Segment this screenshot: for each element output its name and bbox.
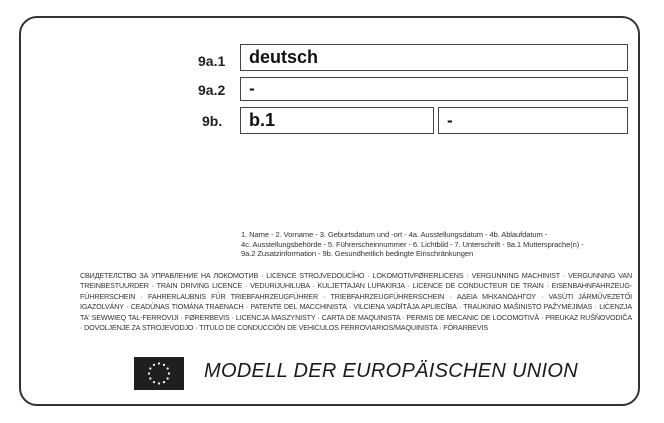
motto: MODELL DER EUROPÄISCHEN UNION — [204, 360, 578, 382]
eu-star-icon — [148, 372, 150, 374]
field-9b-label: 9b. — [202, 113, 223, 129]
multilingual-licence-title: СВИДЕТЕЛСТВО ЗА УПРАВЛЕНИЕ НА ЛОКОМОТИВ · LICENCE STROJVEDOUCÍHO · LOKOMOTIVFØRERLICENS · VERGUNNING MACHINIST · VERGUNNING VAN TREINBESTUURDER · TRAIN DRIVING LICENCE · VEDURIJUHILUBA · KULJETTAJAN LUPAKIRJA · LICENCE DE CONDUCTEUR DE TRAIN · EISENBAHNFAHRZEUG-FÜHRERSCHEIN · FAHRERLAUBNIS FÜR TRIEBFAHRZEUGFÜHRER · TRIEBFAHRZEUGFÜHRERSCHEIN · ΑΔΕΙΑ ΜΗΧΑΝΟΔΗΓΟΥ · VASÚTI JÁRMŰVEZETŐI IGAZOLVÁNY · CEADÚNAS TIOMÁNA TRAENACH · PATENTE DEL MACCHINISTA · VILCIENA VADĪTĀJA APLIECĪBA · TRAUKINIO MAŠINISTO PAŽYMĖJIMAS · LIĊENZJA TA' SEWWIEQ TAL-FERROVIJI · FØRERBEVIS · LICENCJA MASZYNISTY · CARTA DE MAQUINISTA · PERMIS DE MECANIC DE LOCOMOTIVĂ · PREUKAZ RUŠŇOVODIČA · DOVOLJENJE ZA STROJEVODJO · TITULO DE CONDUCCIÓN DE VEHICULOS FERROVIARIOS/MAQUINISTA · FÖRARBEVIS — [80, 271, 632, 333]
field-9a1-value: deutsch — [240, 44, 628, 71]
eu-star-icon — [163, 381, 165, 383]
eu-star-icon — [163, 364, 165, 366]
field-9a2-label: 9a.2 — [198, 82, 226, 98]
legend-line-3: 9a.2 Zusatzinformation - 9b. Gesundheitlich bedingte Einschränkungen — [241, 249, 474, 259]
eu-star-icon — [153, 364, 155, 366]
eu-star-icon — [167, 367, 169, 369]
eu-flag-icon — [134, 357, 184, 390]
eu-star-icon — [149, 367, 151, 369]
eu-star-icon — [158, 382, 160, 384]
license-card-back — [19, 16, 640, 406]
eu-star-icon — [168, 372, 170, 374]
eu-star-icon — [153, 381, 155, 383]
field-legend — [241, 230, 631, 259]
legend-line-1: 1. Name - 2. Vorname - 3. Geburtsdatum und -ort - 4a. Ausstellungsdatum - 4b. Ablaufdatum - — [241, 230, 548, 239]
eu-star-icon — [149, 377, 151, 379]
field-9b-value-secondary: - — [438, 107, 628, 134]
legend-line-2: 4c. Ausstellungsbehörde - 5. Führerscheinnummer - 6. Lichtbild - 7. Unterschrift - 9a.1 Muttersprache(n) - — [241, 239, 584, 249]
eu-stars-icon — [134, 357, 184, 390]
field-9a2-value: - — [240, 77, 628, 101]
eu-star-icon — [167, 377, 169, 379]
field-9a1-label: 9a.1 — [198, 53, 226, 69]
field-9b-value: b.1 — [240, 107, 434, 134]
eu-star-icon — [158, 362, 160, 364]
